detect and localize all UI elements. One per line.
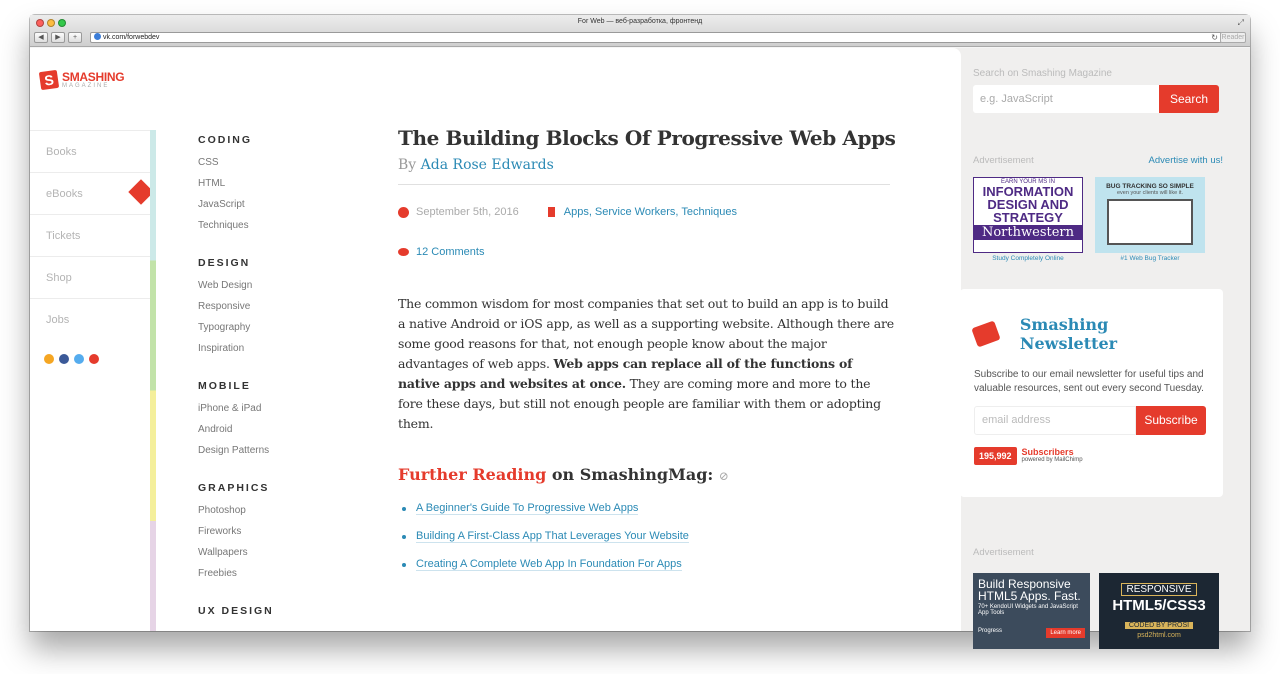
category-link[interactable]: Web Design [198,280,253,291]
subscribers [974,447,1210,465]
category-coding [198,134,328,236]
reading-link[interactable]: A Beginner's Guide To Progressive Web Apps [416,502,639,514]
ad-text: psd2html.com [1137,632,1181,639]
article [398,126,898,586]
category-link[interactable]: Techniques [198,220,249,231]
comments-link[interactable] [398,246,898,258]
reader-button[interactable]: Reader [1221,34,1245,41]
body-text-2: They are coming more and more to the fore these days, but still not enough people are familiar with them or adopting them. [398,376,881,431]
byline-prefix: By [398,157,421,173]
category-link[interactable]: Freebies [198,568,237,579]
ad-text: EARN YOUR MS IN [1001,179,1055,185]
browser-window [30,15,1250,639]
globe-icon [94,33,101,40]
category-link[interactable]: CSS [198,157,219,168]
category-heading[interactable]: MOBILE [198,380,251,392]
nav-buttons [34,32,82,43]
nav-item-shop[interactable]: Shop [30,256,150,298]
ad-header [973,155,1223,166]
category-heading[interactable]: CODING [198,134,252,146]
further-red: Further Reading [398,465,547,484]
site-logo[interactable] [40,71,124,89]
ad-footer [978,628,1085,638]
clock-icon [398,207,409,218]
list-item[interactable] [398,558,898,570]
ad-label: Advertisement [973,155,1034,166]
powered-by: powered by MailChimp [1021,457,1083,463]
ad-text: BUG TRACKING SO SIMPLE [1106,183,1194,190]
category-link[interactable]: HTML [198,178,226,189]
search-label: Search on Smashing Magazine [973,68,1112,79]
logo-icon: S [39,70,59,90]
screenshot-image [1107,199,1193,245]
newsletter-box [960,289,1223,497]
comments-count: 12 Comments [416,246,485,258]
newsletter-form [974,406,1210,435]
category-link[interactable]: Design Patterns [198,445,270,456]
category-link[interactable]: Photoshop [198,505,246,516]
article-tags[interactable]: Apps, Service Workers, Techniques [563,206,737,218]
rss-icon[interactable] [44,354,54,364]
subscribe-button[interactable]: Subscribe [1136,406,1206,435]
ad-text: Build Responsive HTML5 Apps. Fast. [978,577,1081,603]
category-link[interactable]: Responsive [198,301,251,312]
list-item[interactable] [398,502,898,514]
left-column [30,48,156,631]
address-bar[interactable] [90,32,1222,43]
category-mobile [198,380,328,461]
further-rest: on SmashingMag: [546,465,714,484]
ad-label: Advertisement [973,547,1034,558]
link-icon[interactable]: ⊘ [718,469,729,483]
body-text-1: The common wisdom for most companies that set out to build an app is to build a native Android or iOS app, as well as a supporting website. Although there are some good reasons for that, not enough people know about the major advantages of web apps. [398,296,895,371]
comment-icon [398,248,409,256]
further-reading-list [398,502,898,570]
facebook-icon[interactable] [59,354,69,364]
email-icon[interactable] [89,354,99,364]
email-field[interactable]: email address [974,406,1136,435]
ad-caption[interactable]: Study Completely Online [992,255,1064,262]
newsletter-text: Subscribe to our email newsletter for useful tips and valuable resources, sent out every second Tuesday. [974,369,1204,394]
nav-item-tickets[interactable]: Tickets [30,214,150,256]
category-nav [198,134,328,638]
ad-bug-tracker[interactable] [1095,177,1205,253]
category-ux-design [198,605,328,617]
ad-northwestern[interactable] [973,177,1083,253]
category-design [198,257,328,359]
social-links [44,354,99,364]
nav-item-ebooks[interactable] [30,172,150,214]
window-title: For Web — веб-разработка, фронтенд [577,18,703,25]
category-link[interactable]: Inspiration [198,343,245,354]
list-item[interactable] [398,530,898,542]
search-form [973,85,1223,113]
web-page [30,48,1250,639]
url-text: vk.com/forwebdev [103,34,160,41]
divider [398,184,890,185]
right-sidebar [973,48,1223,649]
ad-text: Northwestern [974,225,1082,240]
reload-icon[interactable]: ↻ [1211,33,1218,42]
nav-item-jobs[interactable]: Jobs [30,298,150,340]
logo-name: SMASHING [62,69,125,84]
ad-text: 70+ KendoUI Widgets and JavaScript App Tools [978,604,1078,616]
search-input[interactable]: e.g. JavaScript [973,85,1159,113]
category-heading[interactable]: UX DESIGN [198,605,274,617]
ad-row [973,177,1223,253]
color-stripe [150,130,156,631]
ad-captions [973,255,1223,262]
ad-brand: Progress [978,628,1003,634]
article-meta [398,206,898,218]
article-byline [398,157,898,173]
category-heading[interactable]: GRAPHICS [198,482,270,494]
category-link[interactable]: JavaScript [198,199,245,210]
reading-link[interactable]: Creating A Complete Web App In Foundation For Apps [416,558,682,570]
further-reading-heading [398,465,898,484]
fullscreen-icon[interactable]: ⤢ [1237,18,1244,27]
advertise-link[interactable]: Advertise with us! [1148,155,1223,166]
logo-sub: MAGAZINE [62,82,110,89]
category-graphics [198,482,328,584]
main-nav [30,130,150,340]
ad-text: INFORMATION DESIGN AND STRATEGY [982,184,1074,225]
article-intro [398,294,898,434]
newsletter-title-text: Smashing Newsletter [1019,315,1118,353]
back-button[interactable]: ◀ [34,32,48,43]
ad-psd2html[interactable] [1099,573,1219,649]
ad-kendo[interactable] [973,573,1090,649]
subscribers-count: 195,992 [974,447,1017,465]
nav-item-books[interactable]: Books [30,130,150,172]
learn-more-button[interactable]: Learn more [1046,628,1085,638]
ad-caption[interactable]: #1 Web Bug Tracker [1120,255,1180,262]
reading-link[interactable]: Building A First-Class App That Leverages Your Website [416,530,689,542]
subscribers-label: Subscribers [1021,447,1074,457]
category-link[interactable]: Android [198,424,233,435]
ad-text: CODED BY PROSI [1125,622,1193,629]
newsletter-title [974,315,1210,353]
subscribers-text [1022,448,1083,464]
category-link[interactable]: Typography [198,322,251,333]
forward-button[interactable]: ▶ [51,32,65,43]
ad-text: HTML5/CSS3 [1112,597,1206,614]
bookmark-icon [548,207,555,217]
category-heading[interactable]: DESIGN [198,257,251,269]
envelope-icon [971,321,1000,348]
category-link[interactable]: Fireworks [198,526,242,537]
author-link[interactable]: Ada Rose Edwards [420,157,554,173]
ad-text: even your clients will like it. [1116,190,1184,196]
ad-text: RESPONSIVE [1121,583,1196,596]
nav-item-label: eBooks [46,188,83,200]
article-date: September 5th, 2016 [416,206,519,218]
body-text-bold: Web apps can replace all of the functions of native apps and websites at once. [398,356,853,391]
ad-row-2 [973,573,1223,649]
article-title[interactable]: The Building Blocks Of Progressive Web Apps [398,126,896,150]
search-button[interactable]: Search [1159,85,1219,113]
category-link[interactable]: Wallpapers [198,547,248,558]
category-link[interactable]: iPhone & iPad [198,403,262,414]
twitter-icon[interactable] [74,354,84,364]
new-tab-button[interactable]: + [68,32,82,43]
title-bar [30,15,1250,47]
